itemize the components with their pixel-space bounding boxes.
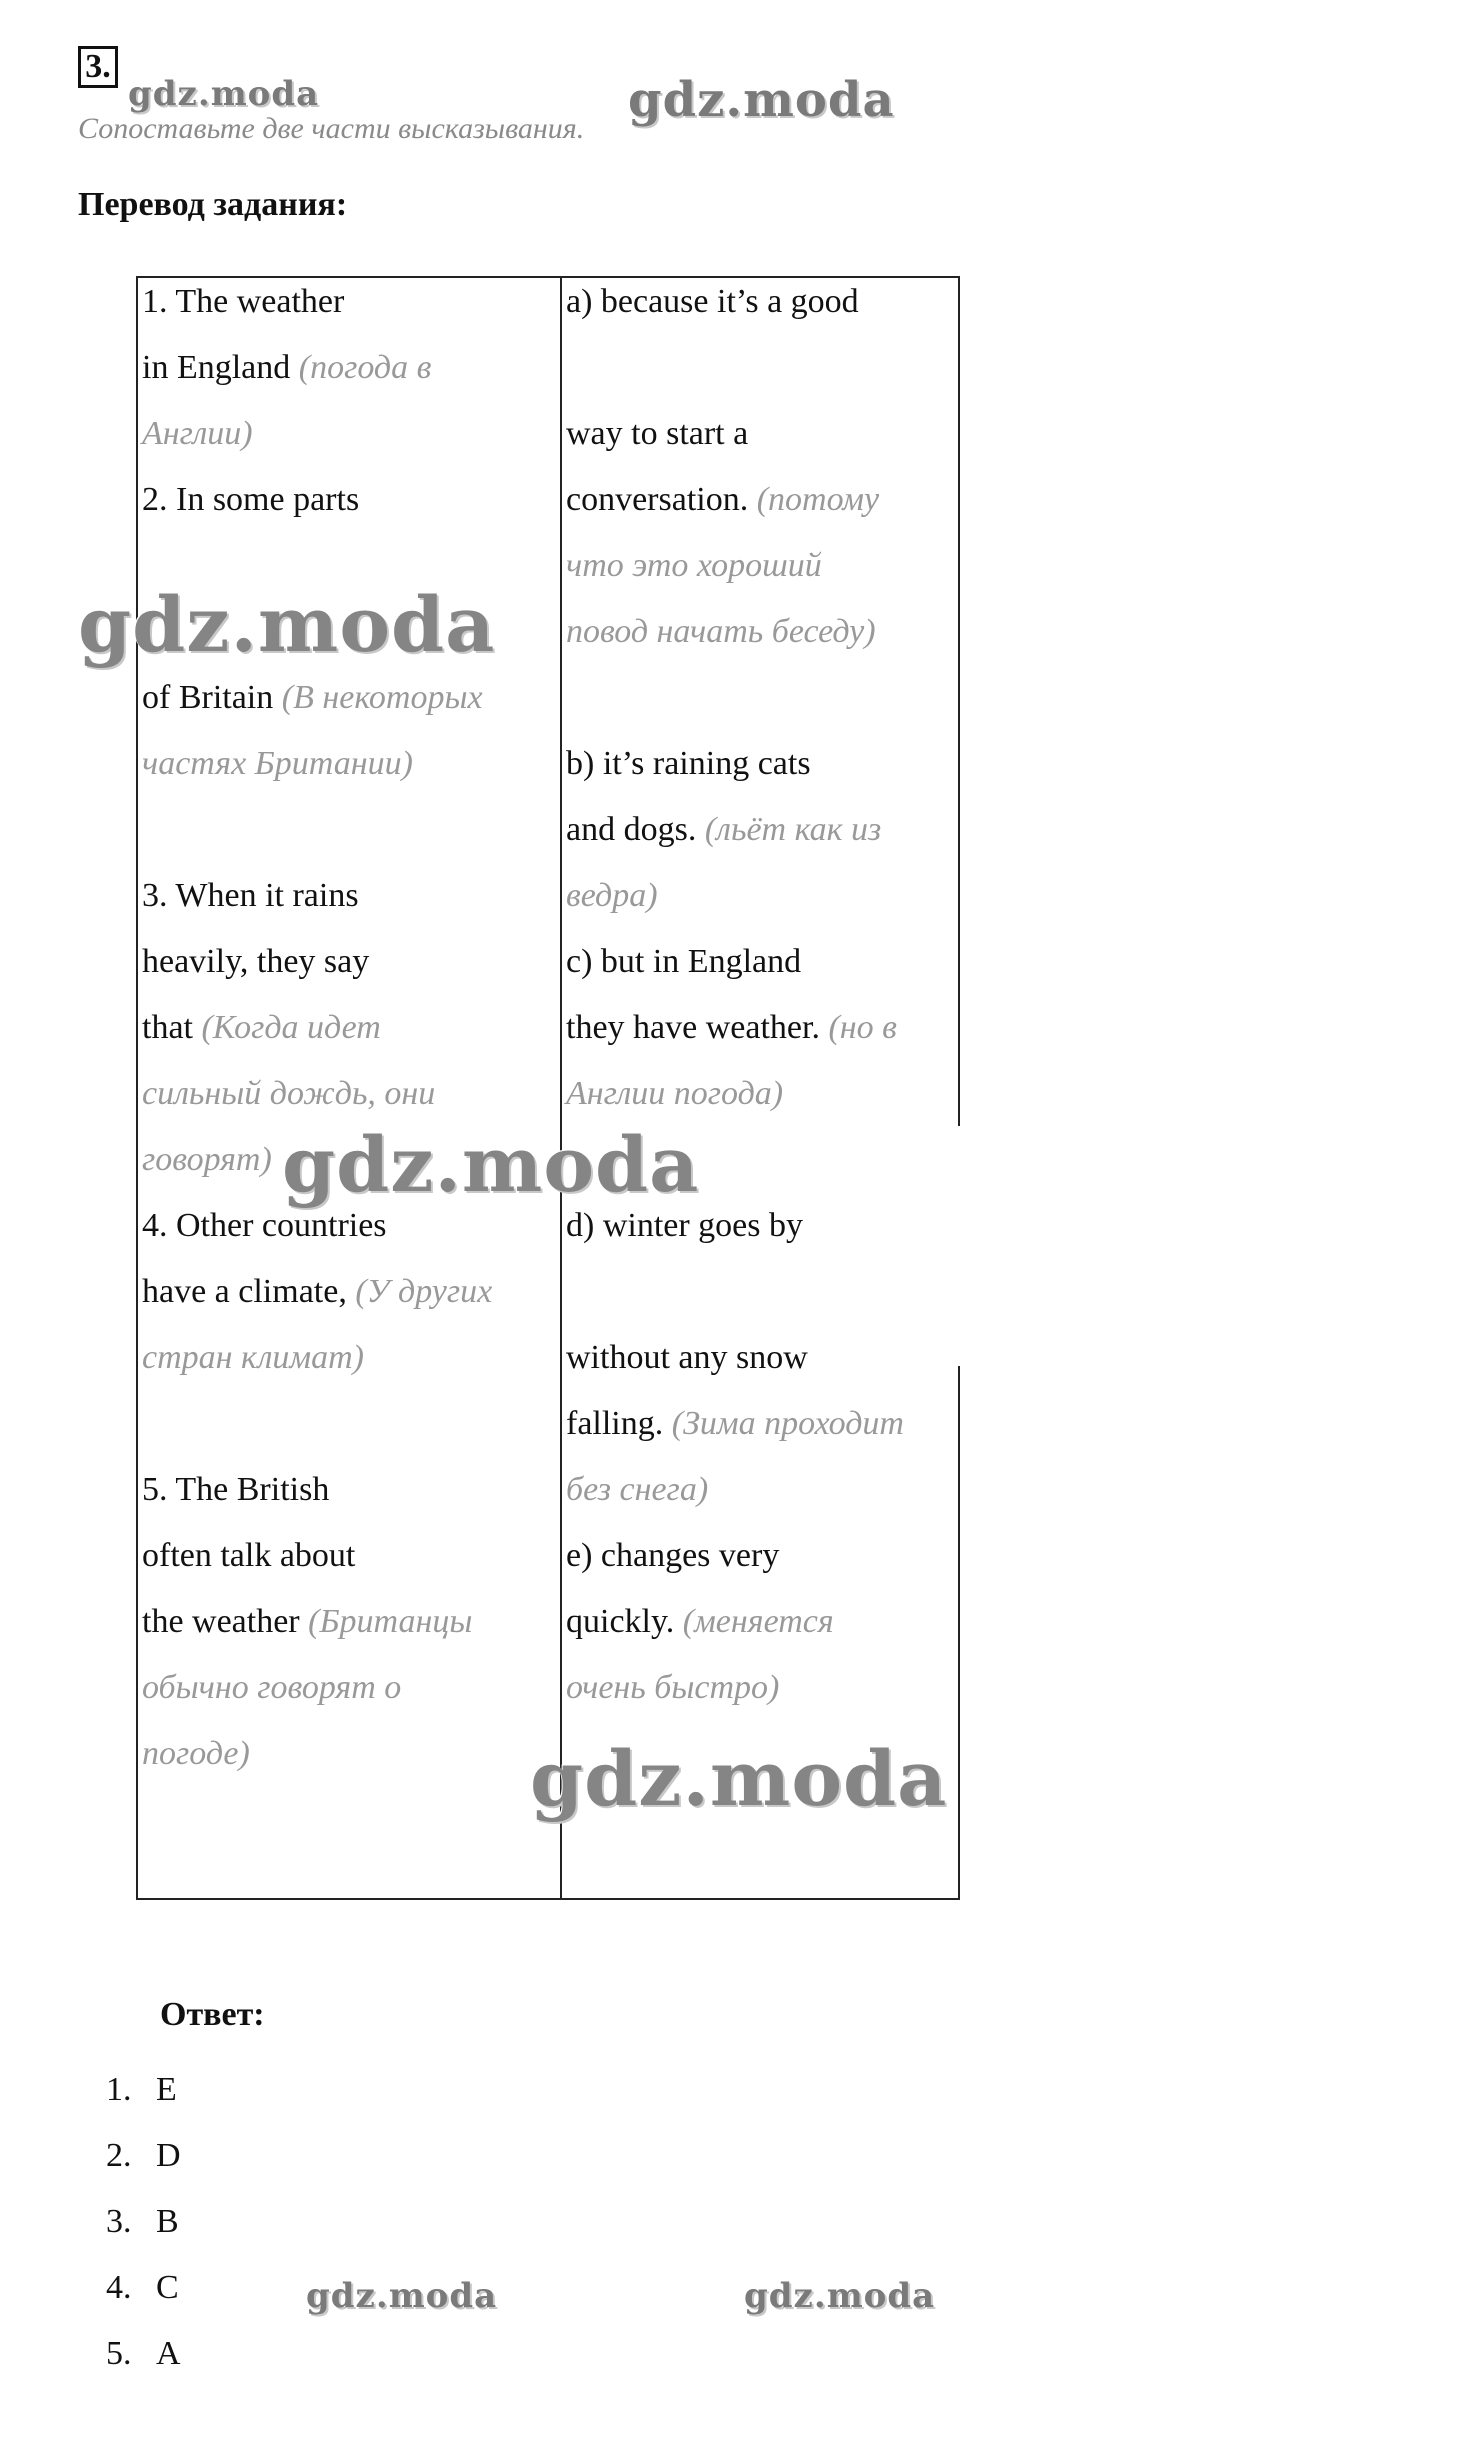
scan-artifact <box>180 1210 880 1280</box>
left-column-line <box>142 942 369 982</box>
answer-number: 5. <box>106 2335 132 2372</box>
left-column-line <box>142 1338 364 1378</box>
answer-number: 1. <box>106 2071 132 2108</box>
left-column-translation-text: Англии) <box>142 415 253 452</box>
left-column-english-text: heavily, they say <box>142 943 370 980</box>
answer-number: 4. <box>106 2269 132 2306</box>
answer-number: 2. <box>106 2137 132 2174</box>
right-column-line <box>566 1074 783 1114</box>
left-column-line <box>142 1602 472 1642</box>
right-column-line <box>566 810 881 850</box>
right-column-english-text: b) it’s raining cats <box>566 745 811 782</box>
right-column-translation-text: повод начать беседу) <box>566 613 876 650</box>
watermark: gdz.moda <box>628 72 895 128</box>
right-column-line <box>566 546 822 586</box>
answer-letter: C <box>156 2269 179 2306</box>
left-column-english-text: that <box>142 1009 202 1046</box>
answer-title: Ответ: <box>160 1996 265 2033</box>
left-column-english-text: often talk about <box>142 1537 356 1574</box>
left-column-translation-text: сильный дождь, они <box>142 1075 436 1112</box>
left-column-translation-text: (Британцы <box>308 1603 473 1640</box>
watermark: gdz.moda <box>78 580 496 669</box>
left-column-translation-text: стран климат) <box>142 1339 364 1376</box>
right-column-english-text: d) winter goes by <box>566 1207 804 1244</box>
left-column-translation-text: (погода в <box>298 349 432 386</box>
right-column-line <box>566 1470 708 1510</box>
right-column-line <box>566 876 658 916</box>
right-column-line <box>566 480 879 520</box>
left-column-english-text: 3. When it rains <box>142 877 359 914</box>
right-column-english-text: a) because it’s a good <box>566 283 859 320</box>
left-column-english-text: the weather <box>142 1603 309 1640</box>
translation-heading: Перевод задания: <box>78 186 348 223</box>
answer-item <box>106 2070 177 2110</box>
left-column-line <box>142 678 483 718</box>
right-column-english-text: conversation. <box>566 481 757 518</box>
right-column-translation-text: (потому <box>756 481 880 518</box>
right-column-english-text: c) but in England <box>566 943 802 980</box>
left-column-line <box>142 744 413 784</box>
right-column-line <box>566 942 801 982</box>
answer-item <box>106 2268 179 2308</box>
left-column-line <box>142 282 344 322</box>
right-column-line <box>566 1338 808 1378</box>
right-column-english-text: they have weather. <box>566 1009 829 1046</box>
left-column-line <box>142 876 359 916</box>
right-column-line <box>566 744 811 784</box>
left-column-translation-text: (У других <box>355 1273 493 1310</box>
right-column-translation-text: Англии погода) <box>566 1075 784 1112</box>
left-column-english-text: 1. The weather <box>142 283 345 320</box>
left-column-line <box>142 348 431 388</box>
right-column-line <box>566 1008 897 1048</box>
left-column-line <box>142 1074 435 1114</box>
answer-item <box>106 2136 181 2176</box>
answer-letter: E <box>156 2071 177 2108</box>
right-column-translation-text: (меняется <box>682 1603 834 1640</box>
right-column-translation-text: (льёт как из <box>704 811 882 848</box>
task-instruction: Сопоставьте две части высказывания. <box>78 112 585 145</box>
right-column-english-text: and dogs. <box>566 811 705 848</box>
right-column-line <box>566 414 748 454</box>
answer-item <box>106 2334 181 2374</box>
answer-letter: B <box>156 2203 179 2240</box>
right-column-translation-text: (но в <box>828 1009 897 1046</box>
watermark: gdz.moda <box>744 2276 936 2316</box>
watermark: gdz.moda <box>530 1734 948 1823</box>
left-column-translation-text: обычно говорят о <box>142 1669 402 1706</box>
column-divider <box>560 278 562 1898</box>
right-column-translation-text: ведра) <box>566 877 658 914</box>
right-column-line <box>566 282 859 322</box>
left-column-line <box>142 1734 250 1774</box>
left-column-translation-text: частях Британии) <box>142 745 413 782</box>
left-column-english-text: of Britain <box>142 679 282 716</box>
answer-letter: D <box>156 2137 181 2174</box>
watermark: gdz.moda <box>306 2276 498 2316</box>
left-column-translation-text: (В некоторых <box>281 679 483 716</box>
left-column-translation-text: (Когда идет <box>201 1009 381 1046</box>
left-column-english-text: have a climate, <box>142 1273 356 1310</box>
right-column-translation-text: (Зима проходит <box>671 1405 904 1442</box>
left-column-line <box>142 480 359 520</box>
right-column-english-text: without any snow <box>566 1339 808 1376</box>
left-column-translation-text: говорят) <box>142 1141 272 1178</box>
watermark: gdz.moda <box>128 74 320 114</box>
right-column-english-text: falling. <box>566 1405 672 1442</box>
right-column-line <box>566 1404 904 1444</box>
left-column-english-text: 2. In some parts <box>142 481 360 518</box>
left-column-translation-text: погоде) <box>142 1735 250 1772</box>
right-column-translation-text: очень быстро) <box>566 1669 780 1706</box>
right-column-line <box>566 1536 779 1576</box>
right-column-line <box>566 612 876 652</box>
left-column-line <box>142 1668 401 1708</box>
left-column-line <box>142 1008 381 1048</box>
left-column-english-text: 5. The British <box>142 1471 330 1508</box>
right-column-translation-text: без снега) <box>566 1471 709 1508</box>
left-column-english-text: 4. Other countries <box>142 1207 387 1244</box>
answer-number: 3. <box>106 2203 132 2240</box>
left-column-line <box>142 1470 329 1510</box>
left-column-line <box>142 1140 272 1180</box>
left-column-english-text: in England <box>142 349 299 386</box>
matching-table <box>136 276 960 1900</box>
right-column-english-text: e) changes very <box>566 1537 780 1574</box>
watermark: gdz.moda <box>282 1120 700 1209</box>
right-column-english-text: way to start a <box>566 415 749 452</box>
task-number: 3. <box>78 46 118 88</box>
left-column-line <box>142 1536 355 1576</box>
right-column-english-text: quickly. <box>566 1603 683 1640</box>
scan-gap <box>954 1126 962 1366</box>
right-column-line <box>566 1668 779 1708</box>
left-column-line <box>142 414 253 454</box>
answer-letter: A <box>156 2335 181 2372</box>
right-column-line <box>566 1602 834 1642</box>
right-column-translation-text: что это хороший <box>566 547 822 584</box>
answer-item <box>106 2202 179 2242</box>
